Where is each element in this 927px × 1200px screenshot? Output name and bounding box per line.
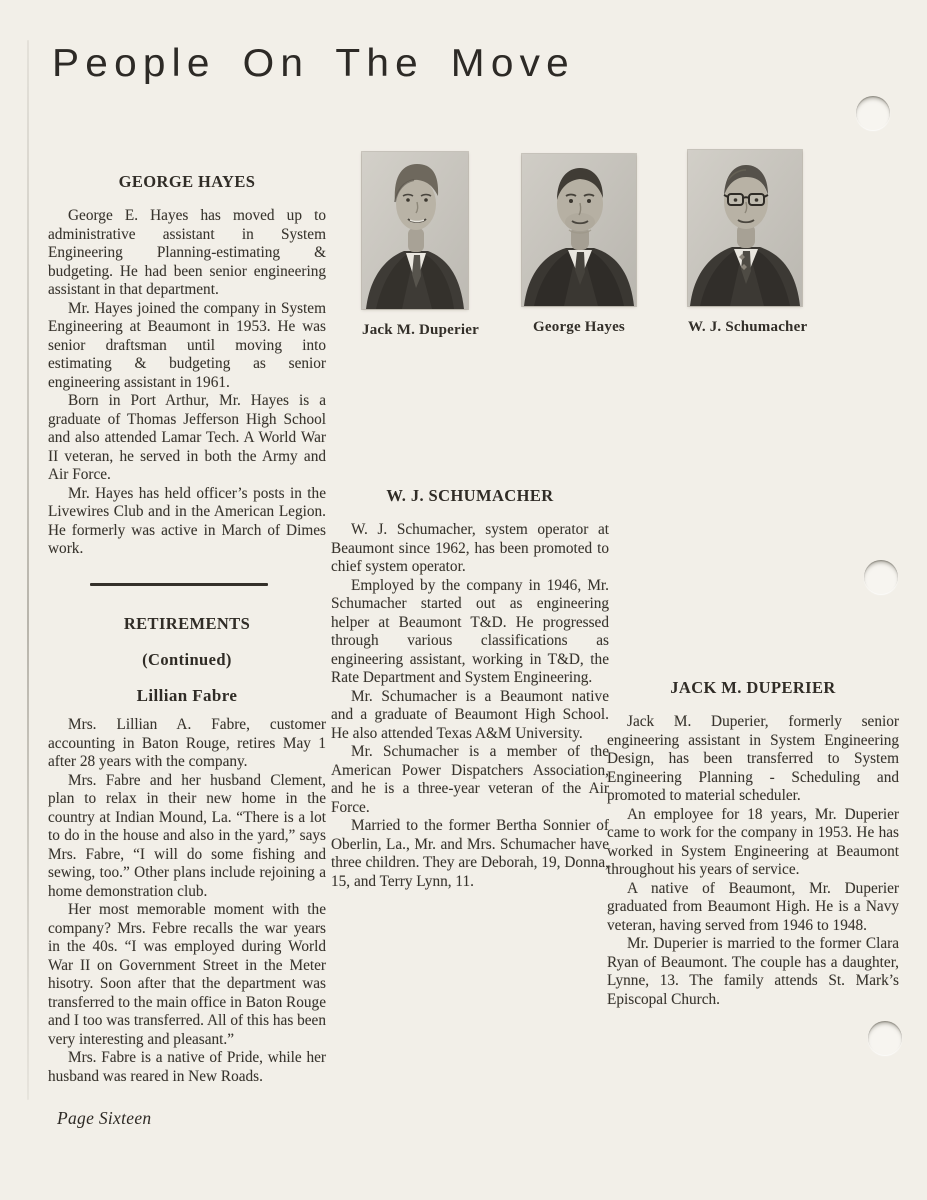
article-paragraph: Mr. Hayes joined the company in System Engineering at Beaumont in 1953. He was senior draftsman until moving into estimating & budgeting as senior engineering assistant in 1961. xyxy=(48,299,326,391)
photo-caption: George Hayes xyxy=(533,319,625,335)
article-paragraph: A native of Beaumont, Mr. Duperier graduated from Beaumont High. He is a Navy veteran, having served from 1946 to 1948. xyxy=(607,879,899,934)
retiree-name-heading: Lillian Fabre xyxy=(136,686,238,705)
hole-punch-bottom xyxy=(868,1021,902,1055)
article-retirements-lillian-fabre xyxy=(48,612,326,1086)
article-paragraph: Mrs. Fabre is a native of Pride, while her husband was reared in New Roads. xyxy=(48,1049,326,1085)
article-paragraph: Mr. Schumacher is a member of the American Power Dispatchers Association, and he is a three-year veteran of the Air Force. xyxy=(331,743,609,816)
photo-george-hayes xyxy=(522,154,636,336)
article-paragraph: Employed by the company in 1946, Mr. Schumacher started out as engineering helper at Beaumont T&D. He progressed through various classifications as engineering assistant, working in T&D, the Rate Department and System Engineering. xyxy=(331,576,609,686)
retirements-heading: RETIREMENTS xyxy=(123,614,251,633)
article-jack-m-duperier xyxy=(607,678,899,1009)
article-paragraph: Mrs. Fabre and her husband Clement, plan to relax in their new home in the country at Indian Mound, La. “There is a lot to do in the house and also in the yard,” says Mrs. Fabre, “I will do some fishing and sewing, too.” Other plans include rejoining a home demonstration club. xyxy=(48,771,326,900)
scan-edge-line xyxy=(27,40,29,1100)
photo-caption: Jack M. Duperier xyxy=(362,322,479,338)
portrait-photo-frame xyxy=(362,152,468,309)
article-paragraph: Mrs. Lillian A. Fabre, customer accounting in Baton Rouge, retires May 1 after 28 years with the company. xyxy=(48,716,326,770)
photo-w-j-schumacher xyxy=(688,150,808,336)
page-title: People On The Move xyxy=(52,42,575,85)
hole-punch-top xyxy=(856,96,890,130)
photo-caption: W. J. Schumacher xyxy=(688,319,808,335)
article-paragraph: An employee for 18 years, Mr. Duperier came to work for the company in 1953. He has worked in System Engineering at Beaumont throughout his years of service. xyxy=(607,805,899,878)
article-heading: GEORGE HAYES xyxy=(118,172,256,191)
article-paragraph: Mr. Duperier is married to the former Clara Ryan of Beaumont. The couple has a daughter, Lynne, 13. The family attends St. Mark’s Episcopal Church. xyxy=(607,935,899,1008)
portrait-photo-frame xyxy=(688,150,802,306)
portrait-photo-frame xyxy=(522,154,636,306)
portrait-man-round-face-icon xyxy=(522,154,636,306)
article-w-j-schumacher xyxy=(331,486,609,891)
article-paragraph: George E. Hayes has moved up to administrative assistant in System Engineering Planning-estimating & budgeting. He had been senior engineering assistant in that department. xyxy=(48,207,326,298)
article-heading: W. J. SCHUMACHER xyxy=(386,486,554,505)
section-divider-rule xyxy=(90,583,268,586)
retirements-subheading: (Continued) xyxy=(142,650,232,669)
article-paragraph: Born in Port Arthur, Mr. Hayes is a graduate of Thomas Jefferson High School and also attended Lamar Tech. A World War II veteran, he served in both the Army and Air Force. xyxy=(48,392,326,483)
article-paragraph: Married to the former Bertha Sonnier of Oberlin, La., Mr. and Mrs. Schumacher have three children. They are Deborah, 19, Donna, 15, and Terry Lynn, 11. xyxy=(331,817,609,890)
page-number: Page Sixteen xyxy=(57,1108,152,1128)
article-heading: JACK M. DUPERIER xyxy=(670,678,836,697)
article-paragraph: W. J. Schumacher, system operator at Beaumont since 1962, has been promoted to chief system operator. xyxy=(331,521,609,575)
article-paragraph: Jack M. Duperier, formerly senior engineering assistant in System Engineering Design, has been transferred to System Engineering Planning - Scheduling and promoted to material scheduler. xyxy=(607,713,899,804)
hole-punch-middle xyxy=(864,560,898,594)
photo-jack-m-duperier xyxy=(362,152,479,339)
portrait-man-smiling-icon xyxy=(362,152,468,309)
article-george-hayes xyxy=(48,172,326,559)
article-paragraph: Mr. Hayes has held officer’s posts in the Livewires Club and in the American Legion. He formerly was active in March of Dimes work. xyxy=(48,484,326,557)
portrait-man-glasses-icon xyxy=(688,150,802,306)
article-paragraph: Her most memorable moment with the company? Mrs. Febre recalls the war years in the 40s. “I was employed during World War II on Government Street in the Meter hisotry. Soon after that the department was transferred to the main office in Baton Rouge and I too was transferred. All of this has been very interesting and pleasant.” xyxy=(48,901,326,1048)
article-paragraph: Mr. Schumacher is a Beaumont native and a graduate of Beaumont High School. He also attended Texas A&M University. xyxy=(331,687,609,742)
